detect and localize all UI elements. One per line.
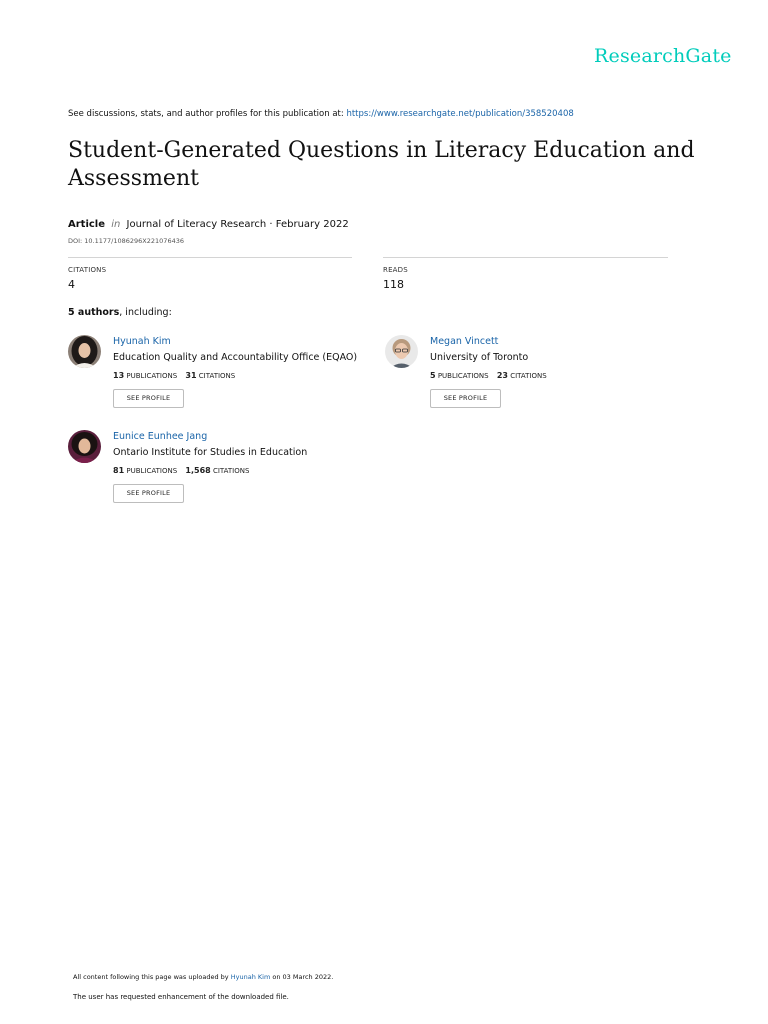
author-institution: University of Toronto (430, 352, 529, 363)
publications-count: 13 (113, 371, 125, 380)
author-stats (430, 371, 547, 380)
author-institution: Education Quality and Accountability Office (EQAO) (113, 352, 358, 363)
citations-label: CITATIONS (68, 266, 107, 274)
publications-label: PUBLICATIONS (126, 467, 178, 475)
enhancement-note: The user has requested enhancement of the downloaded file. (73, 993, 289, 1001)
discussion-prefix: See discussions, stats, and author profiles for this publication at: (68, 109, 344, 119)
reads-divider (383, 257, 668, 258)
avatar[interactable] (68, 430, 101, 463)
author-institution: Ontario Institute for Studies in Education (113, 447, 308, 458)
author-card (68, 335, 368, 425)
citations-count: 1,568 (185, 466, 211, 475)
upload-suffix: on 03 March 2022. (272, 973, 334, 981)
author-name-link[interactable]: Hyunah Kim (113, 336, 171, 347)
author-photo-icon (68, 335, 101, 368)
author-stats (113, 371, 235, 380)
citations-divider (68, 257, 352, 258)
discussion-line (68, 109, 574, 119)
in-word: in (111, 219, 121, 230)
author-name-link[interactable]: Eunice Eunhee Jang (113, 431, 208, 442)
avatar[interactable] (385, 335, 418, 368)
publication-link[interactable]: https://www.researchgate.net/publication/358520408 (346, 109, 574, 119)
avatar[interactable] (68, 335, 101, 368)
author-photo-icon (385, 335, 418, 368)
author-photo-icon (68, 430, 101, 463)
see-profile-button[interactable]: SEE PROFILE (113, 389, 184, 408)
article-doi: DOI: 10.1177/1086296X221076436 (68, 237, 184, 245)
researchgate-logo[interactable]: ResearchGate (594, 45, 732, 67)
citations-label: CITATIONS (198, 372, 236, 380)
author-stats (113, 466, 249, 475)
citations-label: CITATIONS (510, 372, 547, 380)
journal-date: Journal of Literacy Research · February 2022 (126, 219, 349, 230)
author-name-link[interactable]: Megan Vincett (430, 336, 499, 347)
publications-count: 5 (430, 371, 436, 380)
author-card (385, 335, 685, 425)
see-profile-button[interactable]: SEE PROFILE (113, 484, 184, 503)
publications-label: PUBLICATIONS (437, 372, 489, 380)
citations-count: 31 (185, 371, 197, 380)
authors-count: 5 authors (68, 307, 120, 318)
citations-value: 4 (68, 278, 75, 291)
reads-value: 118 (383, 278, 404, 291)
author-card (68, 430, 368, 520)
publications-label: PUBLICATIONS (126, 372, 178, 380)
upload-note (73, 973, 333, 981)
authors-summary (68, 307, 172, 318)
citations-label: CITATIONS (212, 467, 250, 475)
publications-count: 81 (113, 466, 125, 475)
article-title: Student-Generated Questions in Literacy Education and Assessment (68, 138, 695, 191)
citations-count: 23 (496, 371, 508, 380)
article-type: Article (68, 219, 106, 230)
authors-including: , including: (119, 307, 172, 318)
article-meta (68, 219, 349, 230)
reads-label: READS (383, 266, 408, 274)
uploader-link[interactable]: Hyunah Kim (230, 973, 271, 981)
upload-prefix: All content following this page was uploaded by (73, 973, 229, 981)
see-profile-button[interactable]: SEE PROFILE (430, 389, 501, 408)
